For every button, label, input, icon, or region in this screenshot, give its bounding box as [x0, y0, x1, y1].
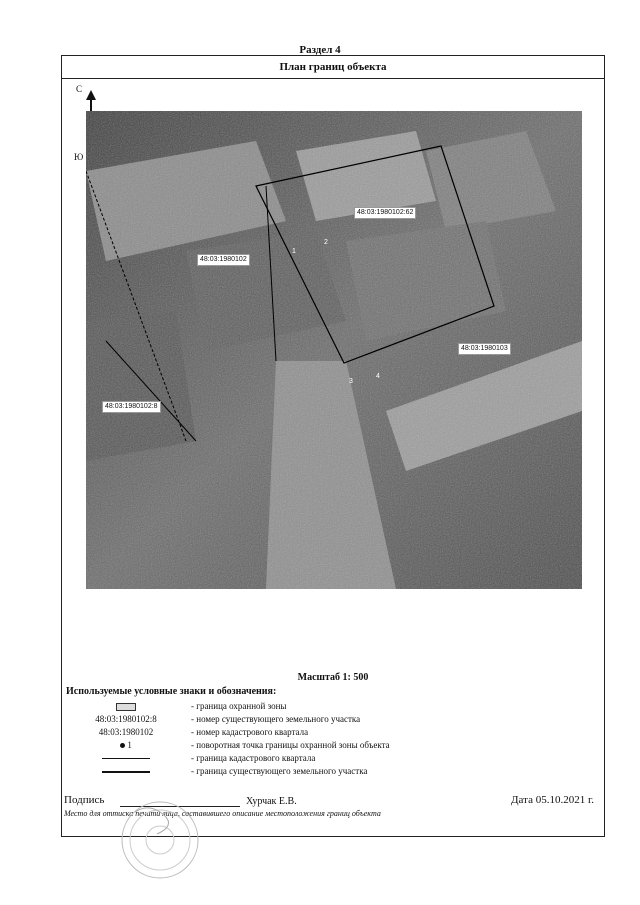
- legend-description: - поворотная точка границы охранной зоны объекта: [191, 740, 390, 750]
- legend-row: [66, 714, 586, 727]
- parcel-label: 48:03:1980102:8: [102, 401, 161, 413]
- turning-point-label: 1: [292, 248, 296, 255]
- legend-description: - граница кадастрового квартала: [191, 753, 316, 763]
- document-frame: [61, 55, 605, 837]
- section-title: Раздел 4: [299, 44, 341, 56]
- line-icon: [102, 758, 150, 759]
- legend-symbol-text: 1: [127, 740, 132, 750]
- turning-point-label: 4: [376, 373, 380, 380]
- legend-row: [66, 740, 586, 753]
- parcel-boundary-symbol: [66, 766, 186, 776]
- signature-label: Подпись: [64, 794, 105, 806]
- scale-label: Масштаб 1: 500: [297, 672, 369, 683]
- legend-symbol-text: 48:03:1980102: [98, 727, 154, 737]
- page-title: План границ объекта: [62, 56, 604, 79]
- protected-zone-symbol: [66, 701, 186, 711]
- signer-name: Хурчак Е.В.: [246, 796, 297, 807]
- stamp-note: Место для оттиска печати лица, составившего описание местоположения границ объекта: [64, 809, 381, 818]
- legend-description: - граница существующего земельного участка: [191, 766, 368, 776]
- turning-point-label: 2: [324, 239, 328, 246]
- legend-row: [66, 753, 586, 766]
- quarter-boundary-symbol: [66, 753, 186, 763]
- legend-symbol-text: 48:03:1980102:8: [95, 714, 157, 724]
- compass-south-label: Ю: [74, 152, 84, 162]
- turning-point-symbol: [66, 740, 186, 750]
- hatched-rectangle-icon: [116, 703, 136, 711]
- parcel-label: 48:03:1980103: [458, 343, 511, 355]
- legend-description: - номер существующего земельного участка: [191, 714, 361, 724]
- legend-heading: Используемые условные знаки и обозначения:: [66, 686, 277, 697]
- line-icon: [102, 771, 150, 773]
- parcel-label: 48:03:1980102:62: [354, 207, 416, 219]
- legend-row: [66, 727, 586, 740]
- parcel-label: 48:03:1980102: [197, 254, 250, 266]
- legend-row: [66, 766, 586, 779]
- dot-icon: [120, 743, 125, 748]
- signature-date: Дата 05.10.2021 г.: [511, 794, 594, 806]
- legend-row: [66, 701, 586, 714]
- turning-point-label: 3: [349, 378, 353, 385]
- compass-north-label: С: [76, 84, 83, 94]
- seal-stamp-icon: [105, 800, 215, 885]
- legend-description: - номер кадастрового квартала: [191, 727, 309, 737]
- aerial-map: [86, 111, 582, 589]
- legend-description: - граница охранной зоны: [191, 701, 287, 711]
